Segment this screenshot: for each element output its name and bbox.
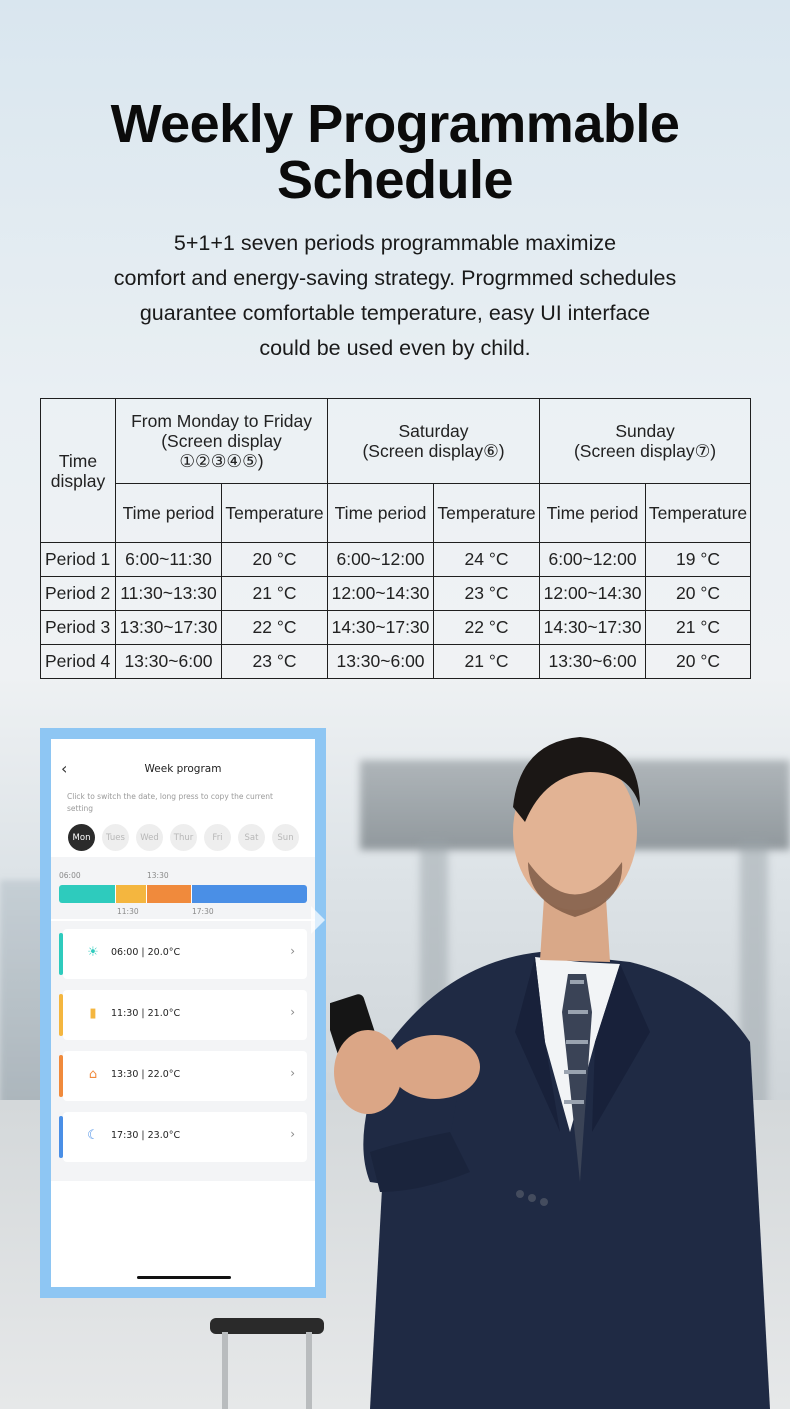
temperature-cell bbox=[434, 611, 540, 645]
temperature-value: 22 bbox=[464, 617, 484, 637]
app-title: Week program bbox=[144, 763, 222, 775]
time-period-cell: 6:00~11:30 bbox=[116, 543, 222, 577]
timeline-label: 06:00 bbox=[59, 871, 81, 880]
table-row bbox=[41, 543, 751, 577]
subtitle-line: guarantee comfortable temperature, easy UI interface bbox=[139, 301, 651, 325]
table-row bbox=[41, 645, 751, 679]
period-entry[interactable] bbox=[63, 1051, 307, 1101]
temperature-unit: °C bbox=[276, 617, 297, 637]
temperature-cell bbox=[222, 645, 328, 679]
day-chip-sat[interactable]: Sat bbox=[238, 824, 265, 851]
group-header-line: Sunday bbox=[615, 421, 675, 441]
subtitle-line: 5+1+1 seven periods programmable maximize bbox=[173, 231, 617, 255]
period-accent-bar bbox=[59, 1116, 63, 1158]
table-header-row bbox=[41, 399, 751, 484]
temperature-cell bbox=[646, 645, 751, 679]
day-chip-sun[interactable]: Sun bbox=[272, 824, 299, 851]
temperature-cell bbox=[434, 645, 540, 679]
temperature-cell bbox=[222, 611, 328, 645]
time-period-cell: 13:30~6:00 bbox=[540, 645, 646, 679]
timeline bbox=[51, 857, 315, 919]
period-entry-text: 06:00 | 20.0°C bbox=[111, 947, 181, 958]
time-period-cell: 11:30~13:30 bbox=[116, 577, 222, 611]
temperature-value: 20 bbox=[676, 651, 696, 671]
chevron-left-icon[interactable]: ‹ bbox=[61, 759, 68, 778]
luggage-handle bbox=[208, 1312, 328, 1409]
table-subheader-row bbox=[41, 484, 751, 543]
businessman-photo bbox=[330, 712, 790, 1409]
timeline-label: 13:30 bbox=[147, 871, 169, 880]
period-entry[interactable] bbox=[63, 990, 307, 1040]
temperature-unit: °C bbox=[700, 583, 721, 603]
day-chip-mon[interactable]: Mon bbox=[68, 824, 95, 851]
temperature-unit: °C bbox=[488, 651, 509, 671]
page-title-line-1: Weekly Programmable bbox=[110, 94, 680, 154]
temperature-cell bbox=[434, 543, 540, 577]
time-period-cell: 6:00~12:00 bbox=[328, 543, 434, 577]
phone-screen bbox=[51, 739, 315, 1287]
temperature-unit: °C bbox=[276, 583, 297, 603]
temperature-value: 21 bbox=[464, 651, 484, 671]
table-corner-cell bbox=[41, 399, 116, 543]
period-entry-text: 13:30 | 22.0°C bbox=[111, 1069, 181, 1080]
temperature-value: 20 bbox=[252, 549, 272, 569]
corner-label: display bbox=[50, 470, 106, 491]
page-title-line-2: Schedule bbox=[276, 150, 514, 210]
temperature-unit: °C bbox=[488, 583, 509, 603]
group-header-line: From Monday to Friday bbox=[131, 411, 312, 431]
period-accent-bar bbox=[59, 1055, 63, 1097]
timeline-label: 11:30 bbox=[117, 907, 139, 916]
time-period-cell: 12:00~14:30 bbox=[328, 577, 434, 611]
day-chip-thur[interactable]: Thur bbox=[170, 824, 197, 851]
temperature-cell bbox=[646, 543, 751, 577]
moon-icon: ☾ bbox=[87, 1128, 99, 1143]
period-list bbox=[51, 921, 315, 1181]
time-period-cell: 14:30~17:30 bbox=[328, 611, 434, 645]
period-label: Period 3 bbox=[41, 611, 116, 645]
column-header: Temperature bbox=[646, 484, 751, 543]
column-header: Temperature bbox=[222, 484, 328, 543]
time-period-cell: 13:30~6:00 bbox=[328, 645, 434, 679]
time-period-cell: 13:30~6:00 bbox=[116, 645, 222, 679]
sun-icon: ☀ bbox=[87, 945, 99, 960]
temperature-unit: °C bbox=[276, 549, 297, 569]
day-selector bbox=[68, 824, 299, 851]
temperature-value: 22 bbox=[252, 617, 272, 637]
period-label: Period 4 bbox=[41, 645, 116, 679]
group-header-line: (Screen display bbox=[161, 431, 282, 451]
timeline-segment[interactable] bbox=[115, 885, 145, 903]
group-header-line: Saturday bbox=[398, 421, 469, 441]
timeline-segment[interactable] bbox=[191, 885, 307, 903]
column-header: Temperature bbox=[434, 484, 540, 543]
group-header-sunday bbox=[540, 399, 751, 484]
column-header: Time period bbox=[540, 484, 646, 543]
period-entry-text: 11:30 | 21.0°C bbox=[111, 1008, 181, 1019]
group-header-line: (Screen display⑦) bbox=[573, 441, 717, 461]
temperature-value: 23 bbox=[464, 583, 484, 603]
timeline-bar[interactable] bbox=[59, 885, 307, 903]
group-header-line: ①②③④⑤) bbox=[179, 451, 264, 471]
day-chip-tues[interactable]: Tues bbox=[102, 824, 129, 851]
temperature-unit: °C bbox=[488, 549, 509, 569]
app-hint: Click to switch the date, long press to copy the current setting bbox=[67, 792, 273, 813]
corner-label: Time bbox=[58, 450, 98, 471]
timeline-segment[interactable] bbox=[59, 885, 115, 903]
day-chip-wed[interactable]: Wed bbox=[136, 824, 163, 851]
time-period-cell: 14:30~17:30 bbox=[540, 611, 646, 645]
temperature-value: 24 bbox=[464, 549, 484, 569]
home-icon: ⌂ bbox=[88, 1067, 98, 1082]
time-period-cell: 6:00~12:00 bbox=[540, 543, 646, 577]
temperature-cell bbox=[646, 611, 751, 645]
temperature-unit: °C bbox=[700, 549, 721, 569]
temperature-unit: °C bbox=[276, 651, 297, 671]
day-chip-fri[interactable]: Fri bbox=[204, 824, 231, 851]
period-label: Period 2 bbox=[41, 577, 116, 611]
period-entry[interactable] bbox=[63, 1112, 307, 1162]
column-header: Time period bbox=[328, 484, 434, 543]
temperature-value: 19 bbox=[676, 549, 696, 569]
bubble-pointer bbox=[311, 906, 325, 934]
temperature-value: 23 bbox=[252, 651, 272, 671]
timeline-label: 17:30 bbox=[192, 907, 214, 916]
temperature-cell bbox=[646, 577, 751, 611]
temperature-cell bbox=[222, 577, 328, 611]
group-header-weekdays bbox=[116, 399, 328, 484]
temperature-unit: °C bbox=[488, 617, 509, 637]
time-period-cell: 13:30~17:30 bbox=[116, 611, 222, 645]
home-indicator bbox=[137, 1276, 231, 1279]
timeline-segment[interactable] bbox=[146, 885, 191, 903]
table-row bbox=[41, 577, 751, 611]
door-icon: ▮ bbox=[89, 1006, 97, 1021]
period-label: Period 1 bbox=[41, 543, 116, 577]
chevron-right-icon[interactable]: › bbox=[290, 1127, 295, 1141]
temperature-unit: °C bbox=[700, 617, 721, 637]
chevron-right-icon[interactable]: › bbox=[290, 1005, 295, 1019]
group-header-saturday bbox=[328, 399, 540, 484]
page-subtitle bbox=[60, 226, 730, 366]
temperature-unit: °C bbox=[700, 651, 721, 671]
period-entry-text: 17:30 | 23.0°C bbox=[111, 1130, 181, 1141]
table-row bbox=[41, 611, 751, 645]
chevron-right-icon[interactable]: › bbox=[290, 1066, 295, 1080]
phone-frame bbox=[40, 728, 326, 1298]
period-accent-bar bbox=[59, 994, 63, 1036]
subtitle-line: comfort and energy-saving strategy. Progrmmed schedules bbox=[113, 266, 677, 290]
temperature-value: 20 bbox=[676, 583, 696, 603]
column-header: Time period bbox=[116, 484, 222, 543]
app-nav-bar bbox=[51, 761, 315, 781]
time-period-cell: 12:00~14:30 bbox=[540, 577, 646, 611]
schedule-table bbox=[40, 398, 751, 679]
temperature-cell bbox=[222, 543, 328, 577]
temperature-value: 21 bbox=[676, 617, 696, 637]
chevron-right-icon[interactable]: › bbox=[290, 944, 295, 958]
subtitle-line: could be used even by child. bbox=[259, 336, 531, 360]
period-accent-bar bbox=[59, 933, 63, 975]
temperature-cell bbox=[434, 577, 540, 611]
temperature-value: 21 bbox=[252, 583, 272, 603]
group-header-line: (Screen display⑥) bbox=[362, 441, 505, 461]
page-title bbox=[0, 96, 790, 208]
period-entry[interactable] bbox=[63, 929, 307, 979]
